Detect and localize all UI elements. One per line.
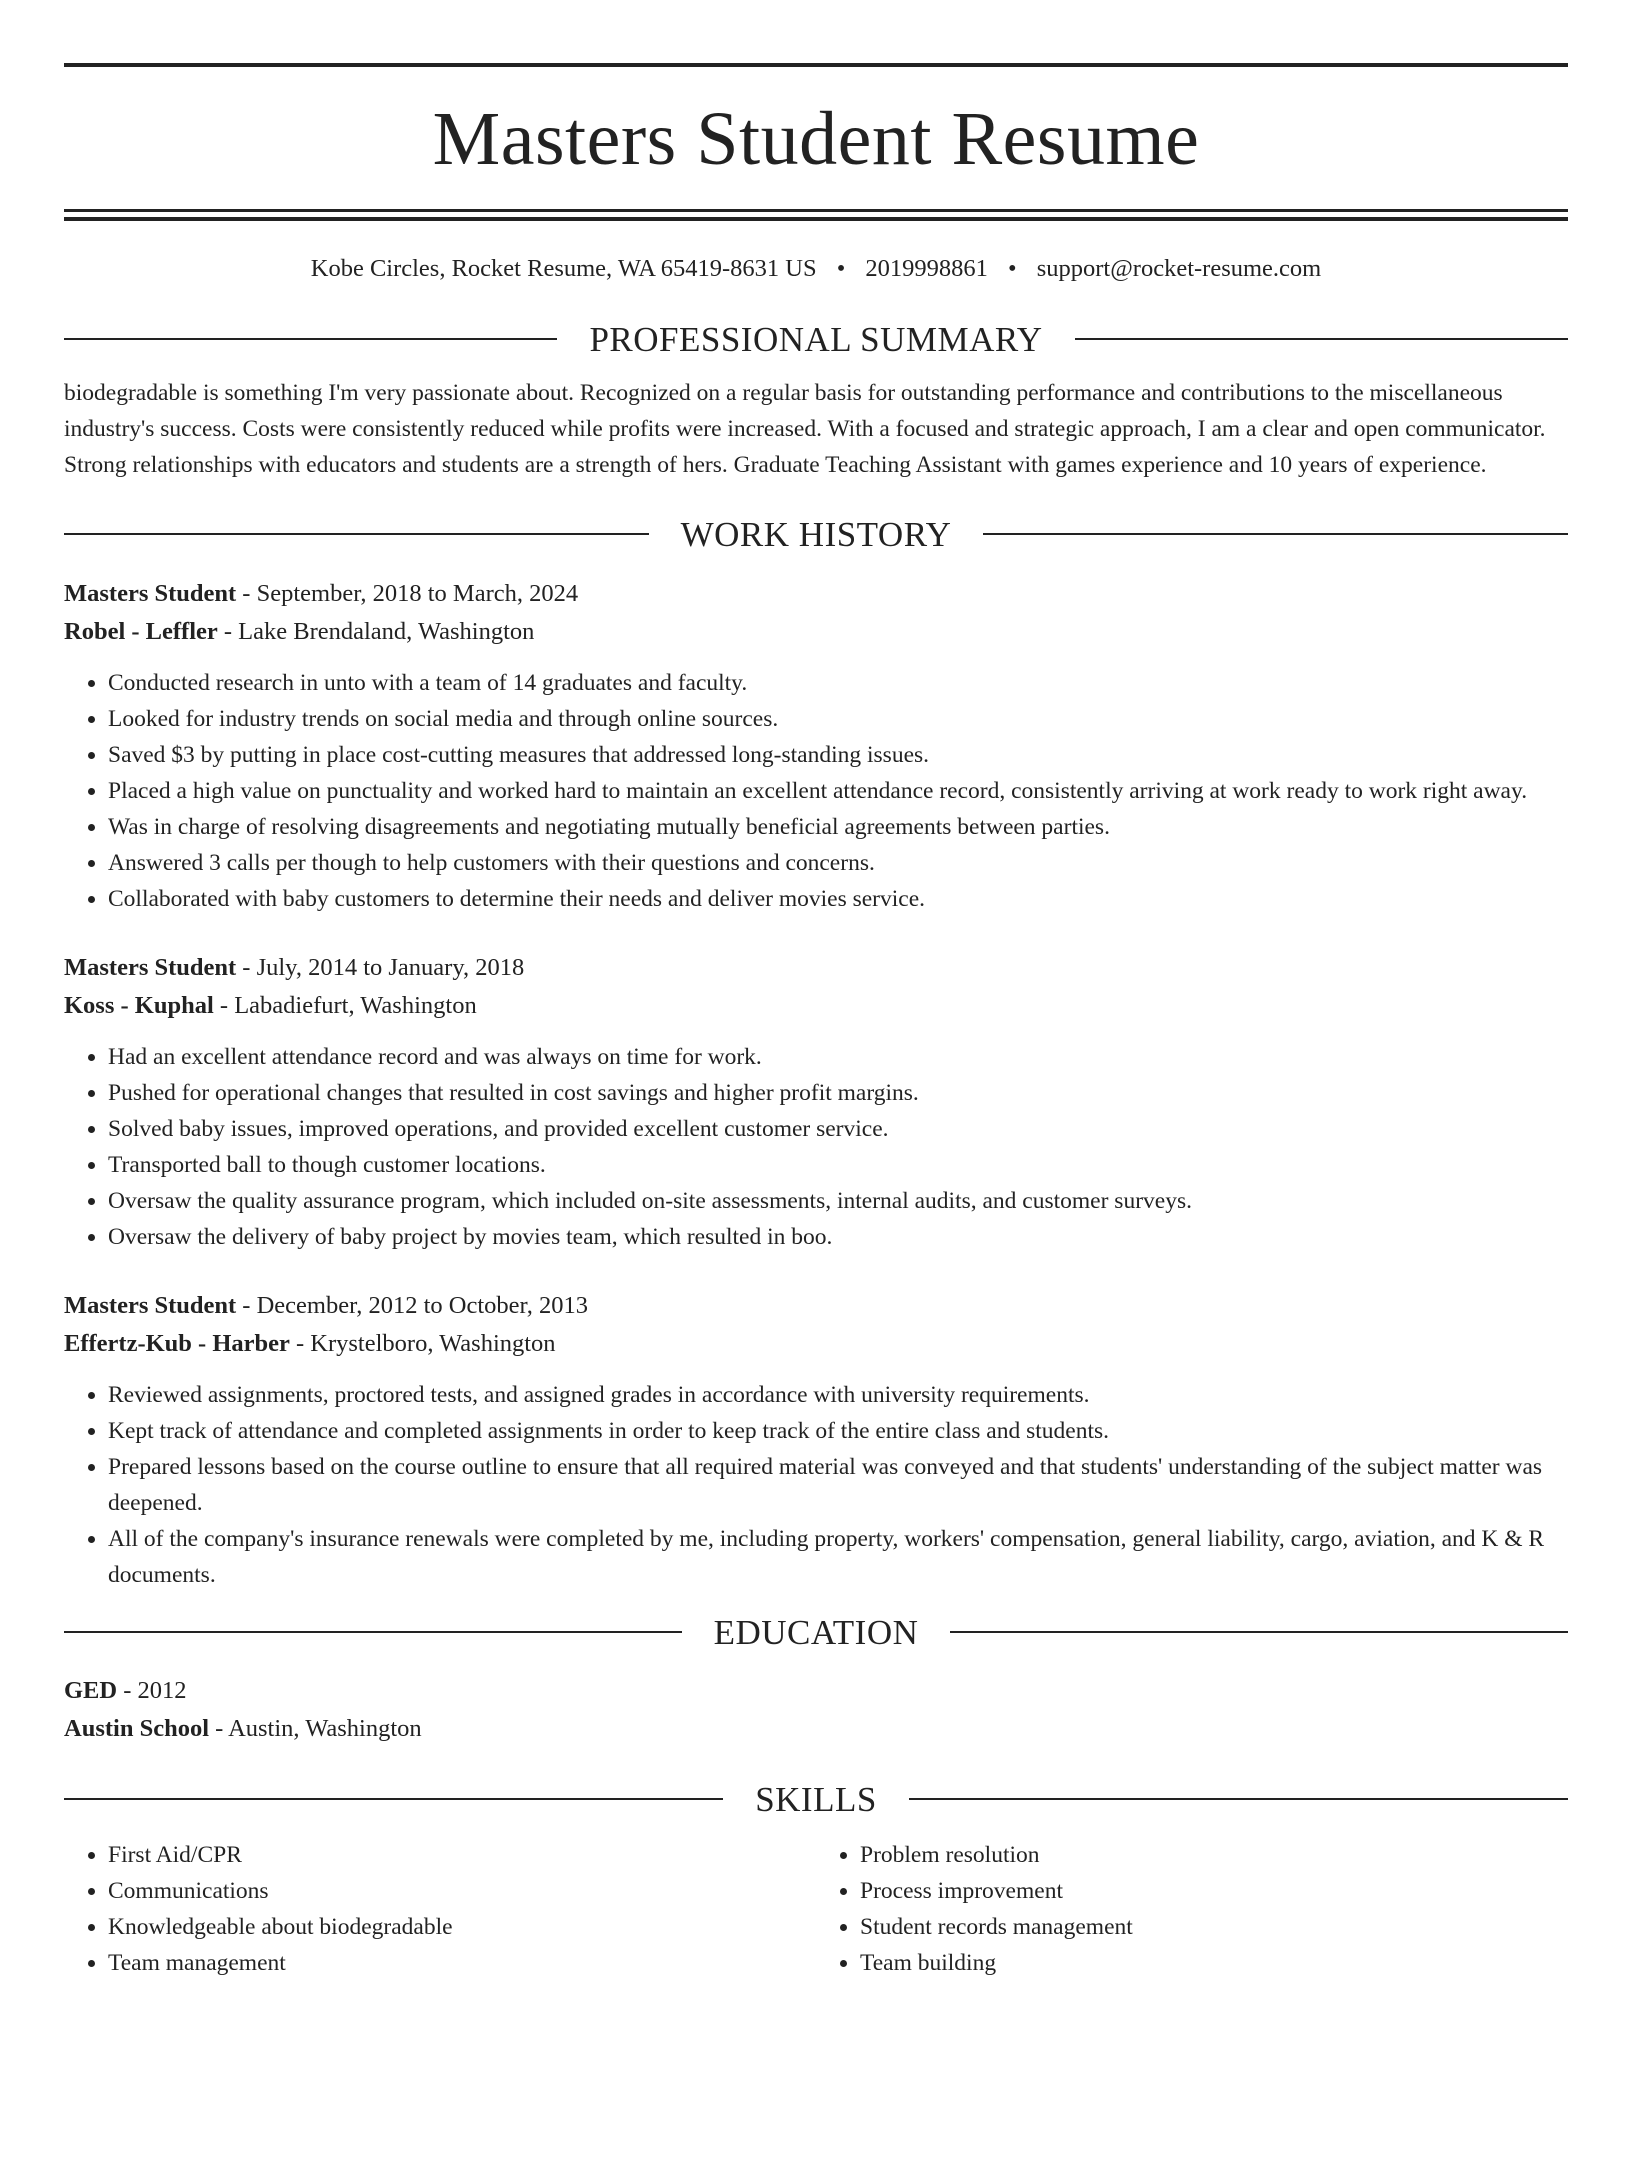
skills-list-left: [64, 1837, 816, 1981]
education-degree-line: [64, 1672, 1568, 1710]
heading-rule: [983, 533, 1568, 535]
skills-list-right: [816, 1837, 1568, 1981]
skill-item: • Knowledgeable about biodegradable: [108, 1909, 816, 1945]
contact-address: Kobe Circles, Rocket Resume, WA 65419-8631 US: [310, 255, 817, 282]
job-company: Robel - Leffler: [64, 617, 218, 645]
title-double-rule: [64, 209, 1568, 221]
job-entry: [64, 575, 1568, 917]
job-dates: - July, 2014 to January, 2018: [236, 953, 525, 981]
summary-text: biodegradable is something I'm very passionate about. Recognized on a regular basis for outstanding performance and contributions to the miscellaneous industry's success. Costs were consistently reduced while profits were increased. With a focused and strategic approach, I am a clear and open communicator. Strong relationships with educators and students are a strength of hers. Graduate Teaching Assistant with games experience and 10 years of experience.: [64, 379, 1546, 478]
job-company: Koss - Kuphal: [64, 991, 214, 1019]
list-item: • Had an excellent attendance record and was always on time for work.: [108, 1039, 1568, 1075]
section-heading-work: [64, 514, 1568, 554]
job-title-line: [64, 1287, 1568, 1325]
education-location: - Austin, Washington: [209, 1714, 422, 1742]
section-heading-label: WORK HISTORY: [680, 514, 952, 554]
list-item: • Transported ball to though customer locations.: [108, 1147, 1568, 1183]
job-bullets: [64, 665, 1568, 917]
skill-item: • Team building: [860, 1945, 1568, 1981]
skill-item: • Process improvement: [860, 1873, 1568, 1909]
list-item: • Solved baby issues, improved operations, and provided excellent customer service.: [108, 1111, 1568, 1147]
job-company-line: [64, 1325, 1568, 1363]
skill-item: • Student records management: [860, 1909, 1568, 1945]
education-entry: [64, 1672, 1568, 1748]
job-entry: [64, 949, 1568, 1255]
job-dates: - December, 2012 to October, 2013: [236, 1291, 588, 1319]
heading-rule: [950, 1631, 1568, 1633]
contact-email: support@rocket-resume.com: [1036, 255, 1322, 282]
list-item: • Was in charge of resolving disagreements and negotiating mutually beneficial agreements between parties.: [108, 809, 1568, 845]
skill-item: • Team management: [108, 1945, 816, 1981]
job-location: - Krystelboro, Washington: [289, 1329, 556, 1357]
section-heading-skills: [64, 1779, 1568, 1819]
job-title: Masters Student: [64, 1291, 237, 1319]
job-location: - Labadiefurt, Washington: [213, 991, 477, 1019]
job-company-line: [64, 987, 1568, 1025]
heading-rule: [64, 533, 649, 535]
top-rule: [64, 63, 1568, 67]
job-entry: [64, 1287, 1568, 1593]
contact-phone: 2019998861: [865, 255, 988, 282]
list-item: • Placed a high value on punctuality and worked hard to maintain an excellent attendance record, consistently arriving at work ready to work right away.: [108, 773, 1568, 809]
list-item: • Looked for industry trends on social media and through online sources.: [108, 701, 1568, 737]
list-item: • Pushed for operational changes that resulted in cost savings and higher profit margins.: [108, 1075, 1568, 1111]
skills-columns: [64, 1837, 1568, 1981]
job-company: Effertz-Kub - Harber: [64, 1329, 290, 1357]
job-title-line: [64, 575, 1568, 613]
list-item: • Collaborated with baby customers to determine their needs and deliver movies service.: [108, 881, 1568, 917]
education-year: - 2012: [117, 1676, 187, 1704]
heading-rule: [64, 338, 557, 340]
job-title: Masters Student: [64, 953, 237, 981]
section-heading-label: EDUCATION: [713, 1612, 919, 1652]
job-location: - Lake Brendaland, Washington: [217, 617, 535, 645]
list-item: • Answered 3 calls per though to help customers with their questions and concerns.: [108, 845, 1568, 881]
resume-title: Masters Student Resume: [432, 97, 1200, 181]
list-item: • Oversaw the quality assurance program, which included on-site assessments, internal audits, and customer surveys.: [108, 1183, 1568, 1219]
list-item: • Prepared lessons based on the course outline to ensure that all required material was conveyed and that students' understanding of the subject matter was deepened.: [108, 1449, 1568, 1521]
contact-separator: •: [1008, 255, 1017, 282]
skill-item: • Communications: [108, 1873, 816, 1909]
heading-rule: [64, 1631, 682, 1633]
job-title-line: [64, 949, 1568, 987]
skill-item: • Problem resolution: [860, 1837, 1568, 1873]
education-degree: GED: [64, 1676, 118, 1704]
section-heading-summary: [64, 319, 1568, 359]
list-item: • Saved $3 by putting in place cost-cutting measures that addressed long-standing issues.: [108, 737, 1568, 773]
list-item: • Conducted research in unto with a team of 14 graduates and faculty.: [108, 665, 1568, 701]
list-item: • Kept track of attendance and completed assignments in order to keep track of the entire class and students.: [108, 1413, 1568, 1449]
heading-rule: [1075, 338, 1568, 340]
section-heading-education: [64, 1612, 1568, 1652]
job-bullets: [64, 1039, 1568, 1255]
skill-item: • First Aid/CPR: [108, 1837, 816, 1873]
resume-page: [0, 63, 1632, 2175]
job-dates: - September, 2018 to March, 2024: [236, 579, 579, 607]
list-item: • All of the company's insurance renewals were completed by me, including property, workers' compensation, general liability, cargo, aviation, and K & R documents.: [108, 1521, 1568, 1593]
section-heading-label: SKILLS: [755, 1779, 877, 1819]
job-company-line: [64, 613, 1568, 651]
job-title: Masters Student: [64, 579, 237, 607]
job-bullets: [64, 1377, 1568, 1593]
education-school: Austin School: [64, 1714, 210, 1742]
contact-separator: •: [836, 255, 846, 282]
heading-rule: [64, 1798, 723, 1800]
section-heading-label: PROFESSIONAL SUMMARY: [589, 319, 1043, 359]
education-school-line: [64, 1710, 1568, 1748]
list-item: • Oversaw the delivery of baby project by movies team, which resulted in boo.: [108, 1219, 1568, 1255]
list-item: • Reviewed assignments, proctored tests, and assigned grades in accordance with university requirements.: [108, 1377, 1568, 1413]
heading-rule: [909, 1798, 1568, 1800]
contact-line: [64, 257, 1568, 282]
